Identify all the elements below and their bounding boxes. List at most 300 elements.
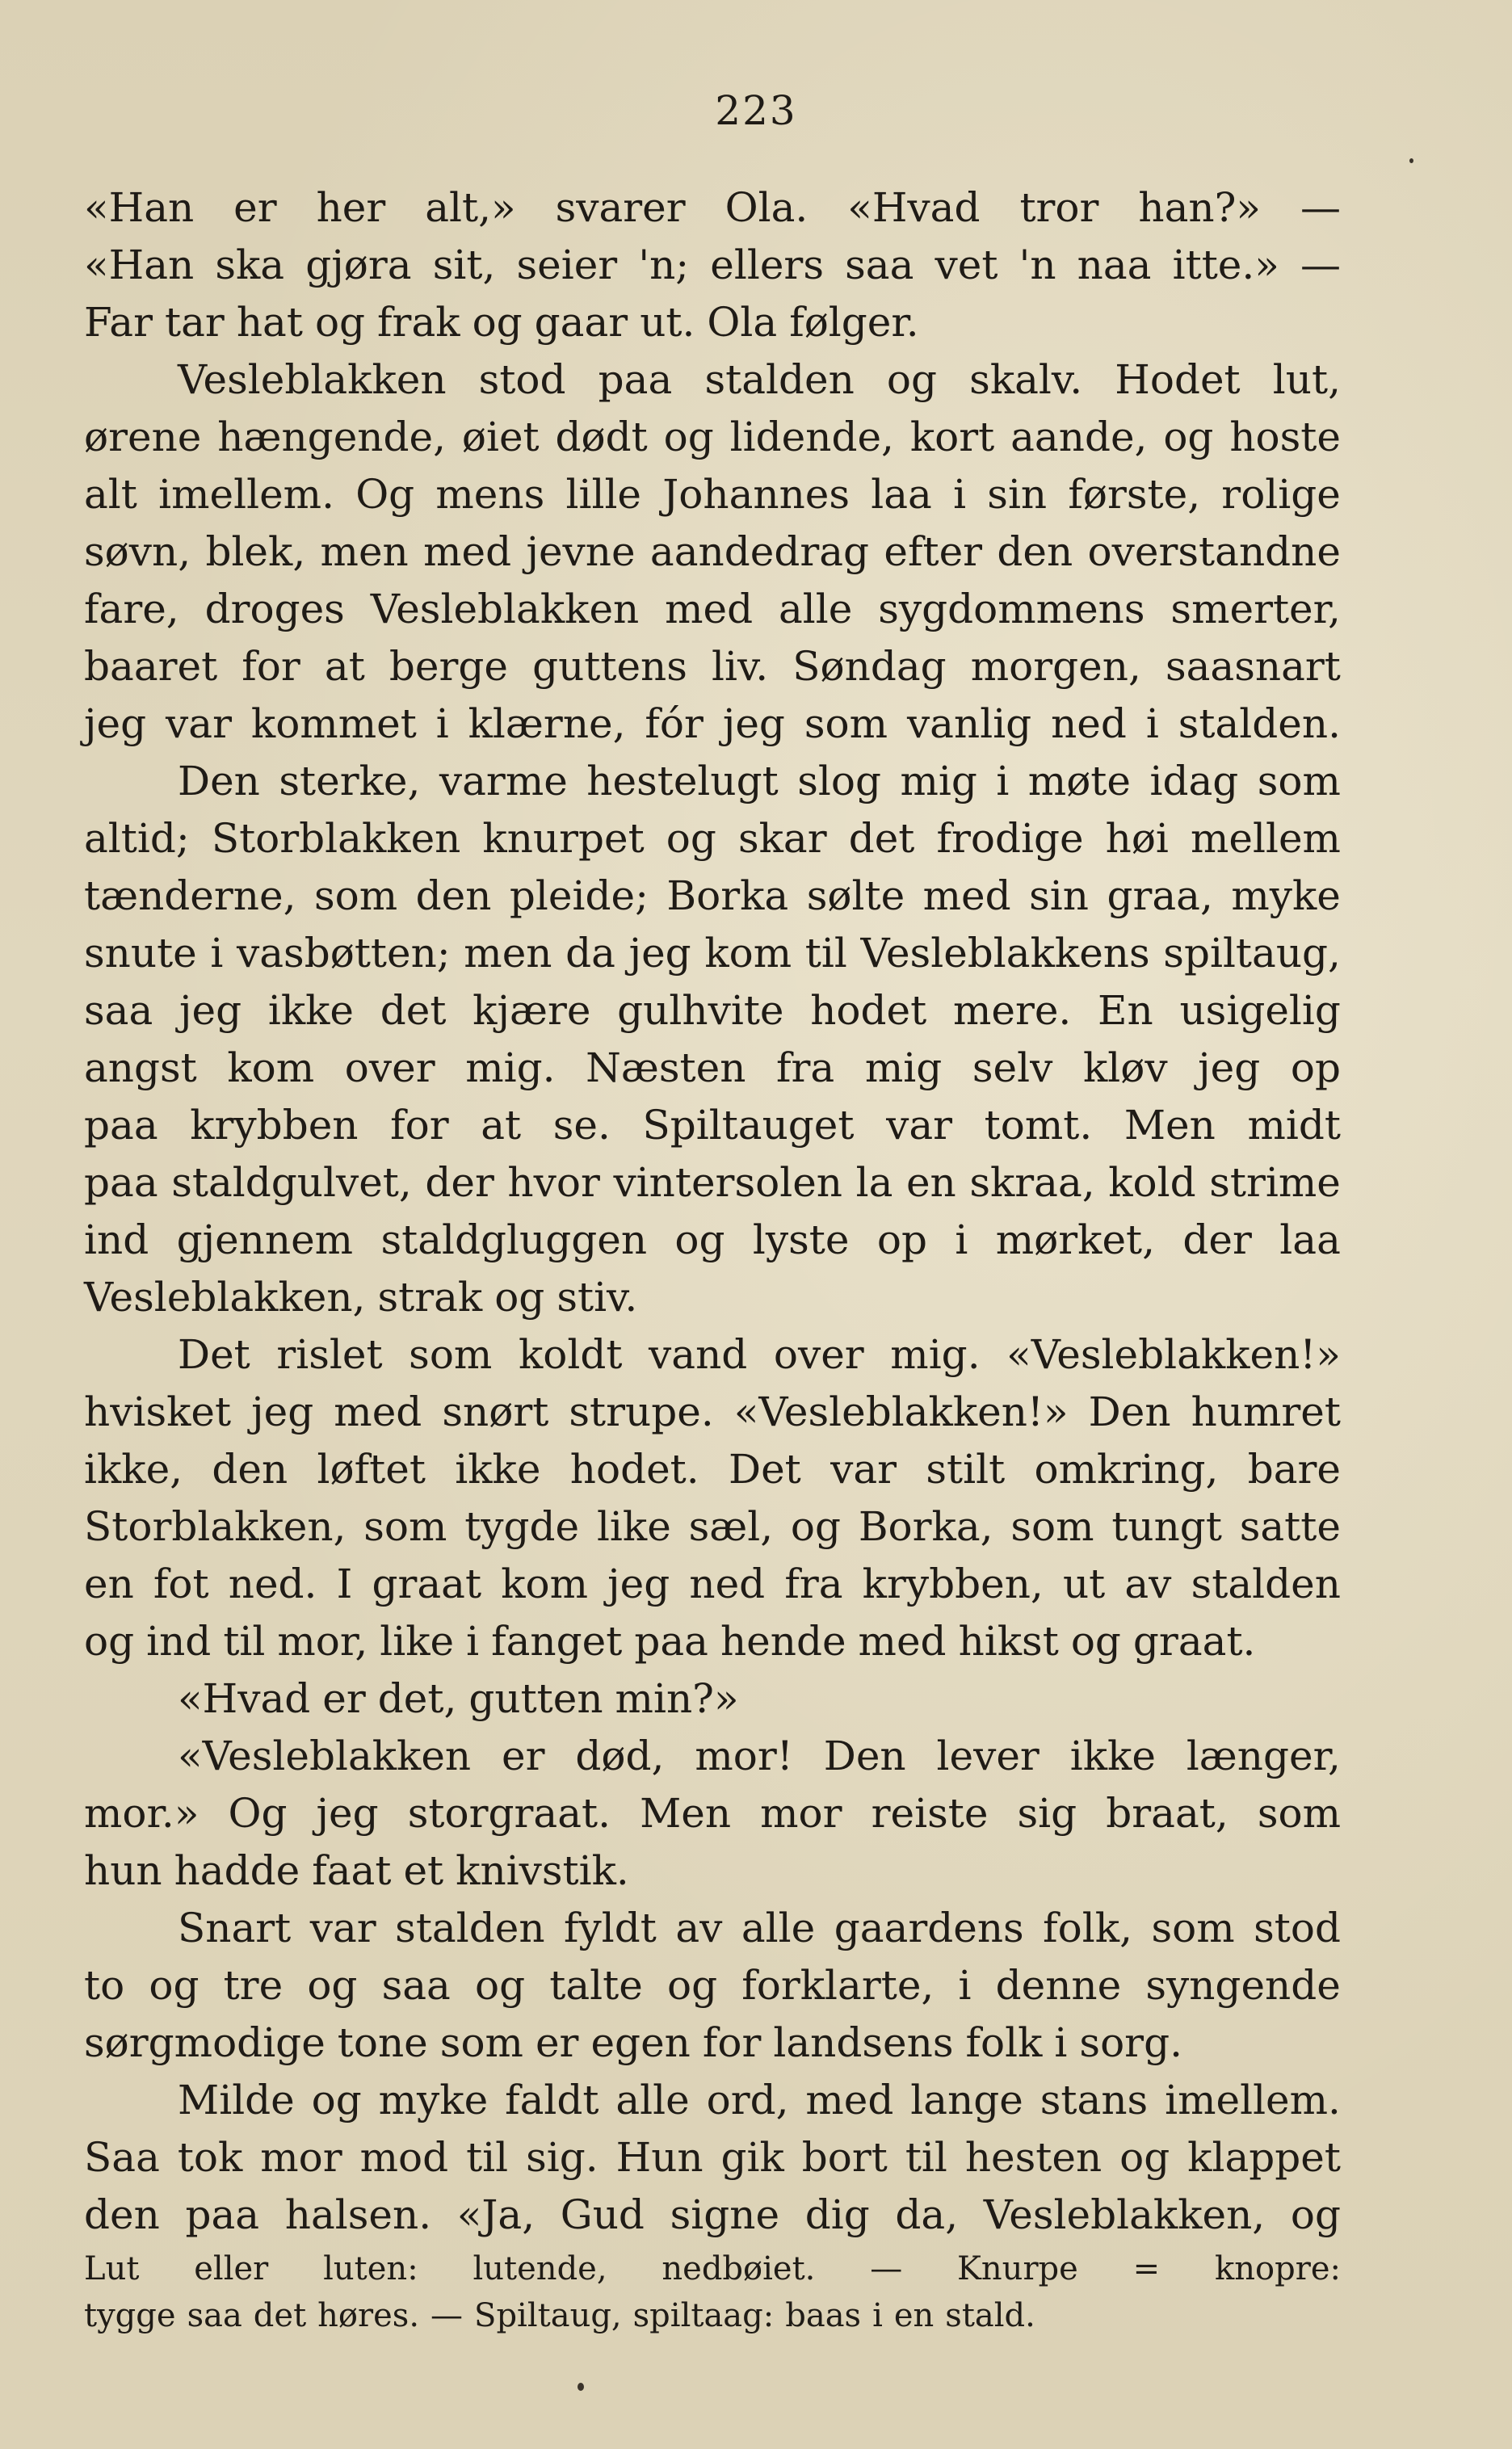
word: og bbox=[472, 299, 523, 346]
word: «Han bbox=[84, 184, 195, 231]
word: Næsten bbox=[586, 1044, 746, 1091]
word: den bbox=[84, 2191, 160, 2238]
word: som bbox=[1257, 1790, 1341, 1837]
word: «Han bbox=[84, 242, 195, 288]
word: gutten bbox=[468, 1675, 603, 1722]
word: alt bbox=[84, 471, 137, 518]
word: kom bbox=[501, 1561, 589, 1607]
word: av bbox=[1124, 1561, 1172, 1607]
word: lever bbox=[936, 1733, 1040, 1779]
word: er bbox=[233, 184, 277, 231]
word: Søndag bbox=[792, 643, 947, 690]
word: sæl, bbox=[688, 1503, 774, 1550]
word: saasnart bbox=[1165, 643, 1341, 690]
word: lange bbox=[910, 2077, 1023, 2123]
word: død, bbox=[575, 1733, 665, 1779]
word: tygde bbox=[464, 1503, 580, 1550]
word: mor, bbox=[277, 1618, 368, 1665]
word: fyldt bbox=[564, 1905, 657, 1951]
word: lut, bbox=[1272, 356, 1341, 403]
word: alle bbox=[778, 586, 853, 632]
word: men bbox=[464, 930, 552, 977]
word: følger. bbox=[789, 299, 919, 346]
word: det bbox=[253, 2297, 307, 2334]
word: i bbox=[210, 930, 224, 977]
word: sygdommens bbox=[878, 586, 1145, 632]
word: knurpet bbox=[482, 815, 645, 862]
word: hat bbox=[236, 299, 303, 346]
word: som bbox=[439, 2019, 523, 2066]
word: Hodet bbox=[1115, 356, 1241, 403]
word: hvisket bbox=[84, 1388, 232, 1435]
word: Borka, bbox=[858, 1503, 993, 1550]
word: droges bbox=[204, 586, 345, 632]
word: pleide; bbox=[509, 872, 649, 919]
word: stod bbox=[1254, 1905, 1341, 1951]
word: er bbox=[322, 1675, 366, 1722]
word: like bbox=[596, 1503, 671, 1550]
word: hodet bbox=[810, 987, 927, 1034]
word: mor bbox=[760, 1790, 842, 1837]
word: Ola. bbox=[724, 184, 808, 231]
word: og bbox=[1119, 2134, 1170, 2181]
word: skalv. bbox=[969, 356, 1083, 403]
text-line bbox=[84, 867, 1341, 925]
word: med bbox=[665, 586, 754, 632]
word: mod bbox=[359, 2134, 449, 2181]
word: men bbox=[320, 528, 409, 575]
word: tror bbox=[1019, 184, 1099, 231]
word: laa bbox=[871, 471, 932, 518]
text-line bbox=[84, 1326, 1341, 1384]
word: — bbox=[1300, 184, 1341, 231]
text-line bbox=[84, 695, 1341, 753]
word: faat bbox=[312, 1847, 392, 1894]
word: Spiltauget bbox=[642, 1102, 855, 1149]
word: mere. bbox=[952, 987, 1072, 1034]
word: da bbox=[565, 930, 615, 977]
text-line bbox=[84, 2129, 1341, 2186]
text-line bbox=[84, 581, 1341, 638]
word: den bbox=[997, 528, 1073, 575]
word: op bbox=[876, 1216, 927, 1263]
word: dig bbox=[804, 2191, 870, 2238]
word: som bbox=[1151, 1905, 1235, 1951]
word: Saa bbox=[84, 2134, 160, 2181]
word: kold bbox=[1108, 1159, 1196, 1206]
text-line bbox=[84, 753, 1341, 810]
word: saa bbox=[187, 2297, 242, 2334]
word: braat, bbox=[1106, 1790, 1228, 1837]
word: baas bbox=[785, 2297, 862, 2334]
ink-speck bbox=[1409, 158, 1413, 163]
word: vand bbox=[649, 1331, 748, 1378]
word: mig. bbox=[890, 1331, 981, 1378]
word: reiste bbox=[871, 1790, 989, 1837]
word: mens bbox=[435, 471, 545, 518]
word: fare, bbox=[84, 586, 179, 632]
word: er bbox=[502, 1733, 545, 1779]
word: knivstik. bbox=[456, 1847, 629, 1894]
text-line bbox=[84, 1785, 1341, 1842]
word: i bbox=[1054, 2019, 1068, 2066]
text-line bbox=[84, 1728, 1341, 1785]
word: alle bbox=[615, 2077, 690, 2123]
word: ikke, bbox=[84, 1446, 183, 1493]
word: sørgmodige bbox=[84, 2019, 326, 2066]
word: til bbox=[804, 930, 847, 977]
word: her bbox=[316, 184, 386, 231]
word: tar bbox=[165, 299, 225, 346]
word: smerter, bbox=[1170, 586, 1341, 632]
word: saa bbox=[381, 1962, 451, 2009]
word: skraa, bbox=[969, 1159, 1095, 1206]
word: Men bbox=[1124, 1102, 1216, 1149]
word: jeg bbox=[1198, 1044, 1261, 1091]
word: Vesleblakkens bbox=[860, 930, 1150, 977]
word: av bbox=[675, 1905, 723, 1951]
text-line bbox=[84, 1670, 1341, 1728]
word: han?» bbox=[1138, 184, 1261, 231]
word: min?» bbox=[615, 1675, 739, 1722]
word: idag bbox=[1149, 758, 1239, 804]
word: Det bbox=[178, 1331, 250, 1378]
word: ind bbox=[84, 1216, 149, 1263]
word: Milde bbox=[178, 2077, 295, 2123]
word: og bbox=[663, 414, 714, 460]
word: 'n bbox=[1018, 242, 1056, 288]
word: tænderne, bbox=[84, 872, 296, 919]
word: hikst bbox=[958, 1618, 1059, 1665]
word: stiv. bbox=[556, 1274, 638, 1321]
word: gik bbox=[720, 2134, 784, 2181]
word: gaar bbox=[534, 299, 628, 346]
word: ikke bbox=[455, 1446, 541, 1493]
word: jeg bbox=[722, 700, 785, 747]
word: Vesleblakken bbox=[178, 356, 447, 403]
word: det bbox=[848, 815, 915, 862]
word: der bbox=[425, 1159, 494, 1206]
word: og bbox=[1290, 2191, 1341, 2238]
word: imellem. bbox=[1165, 2077, 1341, 2123]
word: Ola bbox=[707, 299, 778, 346]
word: eller bbox=[194, 2250, 269, 2287]
text-line bbox=[84, 1097, 1341, 1154]
word: som bbox=[409, 1331, 493, 1378]
word: alle bbox=[741, 1905, 816, 1951]
word: dødt bbox=[555, 414, 648, 460]
word: Den bbox=[1088, 1388, 1171, 1435]
word: ellers bbox=[710, 242, 824, 288]
word: sit, bbox=[432, 242, 496, 288]
word: hesten bbox=[964, 2134, 1102, 2181]
word: Vesleblakken, bbox=[983, 2191, 1266, 2238]
word: sin bbox=[1029, 872, 1089, 919]
word: jeg bbox=[607, 1561, 670, 1607]
text-line bbox=[84, 1900, 1341, 1957]
word: satte bbox=[1239, 1503, 1341, 1550]
word: storgraat. bbox=[407, 1790, 611, 1837]
word: som bbox=[363, 1503, 447, 1550]
word: folk bbox=[965, 2019, 1043, 2066]
word: luten: bbox=[323, 2250, 418, 2287]
word: Det bbox=[728, 1446, 801, 1493]
word: ned bbox=[1051, 700, 1127, 747]
word: «Vesleblakken bbox=[178, 1733, 472, 1779]
word: klappet bbox=[1187, 2134, 1341, 2181]
word: gjøra bbox=[305, 242, 412, 288]
word: aande, bbox=[1010, 414, 1148, 460]
word: i bbox=[872, 2297, 883, 2334]
text-line bbox=[84, 409, 1341, 466]
word: ikke bbox=[267, 987, 355, 1034]
word: angst bbox=[84, 1044, 197, 1091]
word: itte.» bbox=[1172, 242, 1279, 288]
word: I bbox=[336, 1561, 353, 1607]
word: et bbox=[403, 1847, 444, 1894]
word: i bbox=[955, 1216, 968, 1263]
word: strime bbox=[1209, 1159, 1341, 1206]
word: vet bbox=[934, 242, 998, 288]
word: med bbox=[858, 1618, 947, 1665]
word: stans bbox=[1040, 2077, 1149, 2123]
word: imellem. bbox=[158, 471, 334, 518]
word: over bbox=[773, 1331, 864, 1378]
word: staldgulvet, bbox=[171, 1159, 412, 1206]
text-line bbox=[84, 179, 1341, 237]
word: fot bbox=[153, 1561, 209, 1607]
word: gjennem bbox=[176, 1216, 354, 1263]
word: lutende, bbox=[472, 2250, 607, 2287]
word: frodige bbox=[936, 815, 1084, 862]
text-line bbox=[84, 1556, 1341, 1613]
word: usigelig bbox=[1179, 987, 1341, 1034]
word: og bbox=[494, 1274, 545, 1321]
word: møte bbox=[1027, 758, 1131, 804]
word: «Hvad bbox=[847, 184, 981, 231]
word: var bbox=[886, 1102, 953, 1149]
word: talte bbox=[549, 1962, 643, 2009]
word: midt bbox=[1247, 1102, 1341, 1149]
word: hvor bbox=[507, 1159, 600, 1206]
word: en bbox=[84, 1561, 134, 1607]
word: tygge bbox=[84, 2297, 176, 2334]
word: bort bbox=[801, 2134, 888, 2181]
word: Knurpe bbox=[957, 2250, 1078, 2287]
word: hodet. bbox=[569, 1446, 699, 1493]
word: en bbox=[905, 1159, 956, 1206]
word: jeg bbox=[316, 1790, 379, 1837]
word: paa bbox=[185, 2191, 260, 2238]
word: paa bbox=[84, 1159, 158, 1206]
word: søvn, bbox=[84, 528, 191, 575]
word: 'n; bbox=[638, 242, 690, 288]
word: «Vesleblakken!» bbox=[1006, 1331, 1341, 1378]
word: lidende, bbox=[729, 414, 894, 460]
word: seier bbox=[516, 242, 618, 288]
word: en bbox=[893, 2297, 934, 2334]
word: graa, bbox=[1107, 872, 1213, 919]
text-line bbox=[84, 2014, 1341, 2072]
word: høi bbox=[1105, 815, 1169, 862]
word: humret bbox=[1191, 1388, 1341, 1435]
word: Men bbox=[640, 1790, 732, 1837]
word: i bbox=[953, 471, 967, 518]
text-line bbox=[84, 466, 1341, 523]
word: tone bbox=[337, 2019, 428, 2066]
word: og bbox=[307, 1962, 358, 2009]
text-line bbox=[84, 1842, 1341, 1900]
word: egen bbox=[590, 2019, 691, 2066]
word: sin bbox=[987, 471, 1048, 518]
word: løftet bbox=[317, 1446, 426, 1493]
word: = bbox=[1132, 2250, 1161, 2287]
word: Hun bbox=[615, 2134, 704, 2181]
ink-speck bbox=[578, 2383, 584, 2391]
word: selv bbox=[972, 1044, 1053, 1091]
body-text bbox=[84, 179, 1341, 2244]
word: der bbox=[1182, 1216, 1252, 1263]
word: jeg bbox=[628, 930, 691, 977]
word: sig bbox=[1017, 1790, 1077, 1837]
footnotes bbox=[84, 2245, 1341, 2339]
word: fór bbox=[645, 700, 704, 747]
word: fra bbox=[784, 1561, 843, 1607]
word: paa bbox=[598, 356, 673, 403]
text-line bbox=[84, 1040, 1341, 1097]
word: aandedrag bbox=[649, 528, 870, 575]
word: Borka bbox=[666, 872, 789, 919]
word: Storblakken bbox=[211, 815, 461, 862]
word: spiltaug, bbox=[1163, 930, 1341, 977]
text-line bbox=[84, 237, 1341, 294]
word: Gud bbox=[560, 2191, 645, 2238]
word: denne bbox=[995, 1962, 1122, 2009]
word: altid; bbox=[84, 815, 190, 862]
word: tomt. bbox=[984, 1102, 1093, 1149]
word: ned. bbox=[228, 1561, 317, 1607]
word: og bbox=[674, 1216, 725, 1263]
word: da, bbox=[895, 2191, 959, 2238]
word: og bbox=[790, 1503, 842, 1550]
word: Johannes bbox=[662, 471, 850, 518]
word: stalden bbox=[704, 356, 855, 403]
word: som bbox=[804, 700, 888, 747]
word: som bbox=[1257, 758, 1341, 804]
word: og bbox=[149, 1962, 200, 2009]
word: den bbox=[212, 1446, 288, 1493]
word: kløv bbox=[1082, 1044, 1168, 1091]
word: lille bbox=[565, 471, 642, 518]
word: folk, bbox=[1043, 1905, 1132, 1951]
word: i bbox=[1145, 700, 1159, 747]
word: berge bbox=[388, 643, 508, 690]
word: Spiltaug, bbox=[474, 2297, 622, 2334]
word: rislet bbox=[276, 1331, 383, 1378]
word: og bbox=[84, 1618, 135, 1665]
word: mor! bbox=[695, 1733, 793, 1779]
word: til bbox=[223, 1618, 266, 1665]
word: «Vesleblakken!» bbox=[733, 1388, 1069, 1435]
word: efter bbox=[884, 528, 983, 575]
text-line bbox=[84, 523, 1341, 581]
word: landsens bbox=[773, 2019, 954, 2066]
word: knopre: bbox=[1215, 2250, 1341, 2287]
word: Storblakken, bbox=[84, 1503, 346, 1550]
word: kommet bbox=[250, 700, 417, 747]
footnote-line bbox=[84, 2245, 1341, 2292]
word: fra bbox=[776, 1044, 835, 1091]
word: var bbox=[166, 700, 232, 747]
word: krybben bbox=[190, 1102, 359, 1149]
word: stald. bbox=[945, 2297, 1035, 2334]
word: den bbox=[415, 872, 492, 919]
word: med bbox=[334, 1388, 422, 1435]
word: Far bbox=[84, 299, 153, 346]
word: og bbox=[314, 299, 366, 346]
word: paa bbox=[634, 1618, 708, 1665]
word: graat. bbox=[1132, 1618, 1256, 1665]
text-line bbox=[84, 351, 1341, 409]
word: var bbox=[309, 1905, 376, 1951]
word: i bbox=[996, 758, 1010, 804]
word: jeg bbox=[179, 987, 242, 1034]
word: Og bbox=[355, 471, 415, 518]
word: staldgluggen bbox=[380, 1216, 648, 1263]
word: til bbox=[905, 2134, 947, 2181]
word: Lut bbox=[84, 2250, 140, 2287]
word: mig bbox=[864, 1044, 943, 1091]
word: myke bbox=[1231, 872, 1341, 919]
word: la bbox=[855, 1159, 893, 1206]
word: ikke bbox=[1069, 1733, 1156, 1779]
word: det bbox=[380, 987, 447, 1034]
text-line bbox=[84, 1384, 1341, 1441]
word: halsen. bbox=[284, 2191, 432, 2238]
word: hestelugt bbox=[586, 758, 779, 804]
word: stalden bbox=[1191, 1561, 1341, 1607]
word: nedbøiet. bbox=[662, 2250, 816, 2287]
word: hængende, bbox=[217, 414, 446, 460]
word: over bbox=[344, 1044, 435, 1091]
word: faldt bbox=[505, 2077, 599, 2123]
word: hoste bbox=[1229, 414, 1341, 460]
word: Vesleblakken bbox=[370, 586, 640, 632]
word: like bbox=[380, 1618, 455, 1665]
word: koldt bbox=[518, 1331, 623, 1378]
word: ørene bbox=[84, 414, 202, 460]
word: syngende bbox=[1145, 1962, 1341, 2009]
word: gaardens bbox=[834, 1905, 1024, 1951]
word: «Hvad bbox=[178, 1675, 311, 1722]
word: Snart bbox=[178, 1905, 292, 1951]
word: tok bbox=[177, 2134, 243, 2181]
word: snute bbox=[84, 930, 197, 977]
word: jeg bbox=[84, 700, 147, 747]
text-line bbox=[84, 2186, 1341, 2244]
word: første, bbox=[1068, 471, 1201, 518]
word: vasbøtten; bbox=[237, 930, 451, 977]
word: skar bbox=[737, 815, 827, 862]
text-line bbox=[84, 1441, 1341, 1498]
word: mor bbox=[260, 2134, 342, 2181]
word: snørt bbox=[442, 1388, 549, 1435]
word: mig. bbox=[465, 1044, 556, 1091]
word: morgen, bbox=[970, 643, 1141, 690]
word: ska bbox=[215, 242, 285, 288]
word: høres. bbox=[317, 2297, 420, 2334]
page-number: 223 bbox=[715, 87, 797, 134]
